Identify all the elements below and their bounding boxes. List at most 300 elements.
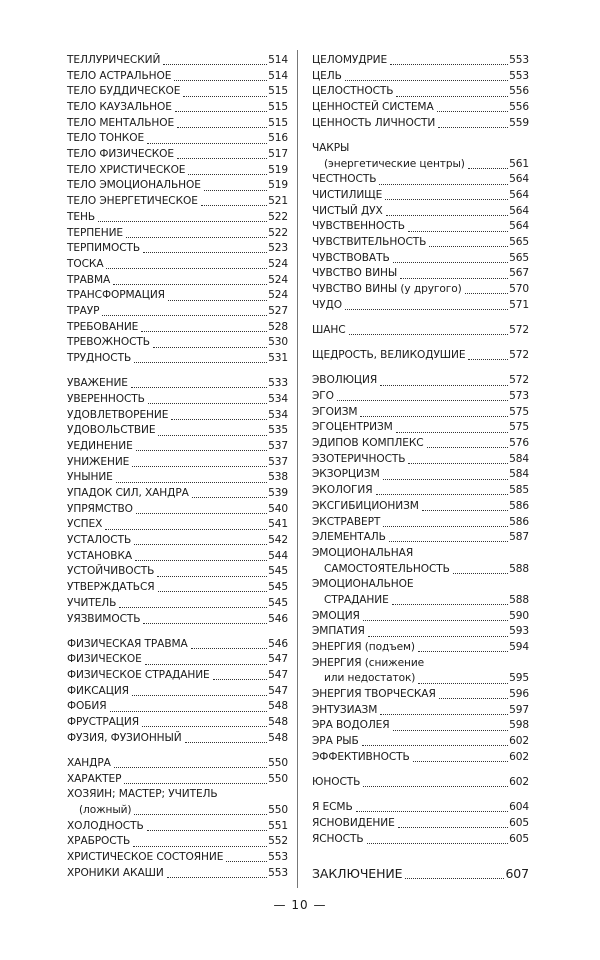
- toc-entry-term: ФУЗИЯ, ФУЗИОННЫЙ: [67, 731, 182, 744]
- leader-dots: [191, 647, 267, 649]
- toc-entry-continuation: [312, 593, 529, 609]
- toc-entry-page: 544: [268, 549, 288, 562]
- leader-dots: [363, 619, 508, 621]
- toc-entry-term: ЧИСТИЛИЩЕ: [312, 188, 383, 201]
- toc-entry-page: 531: [268, 352, 288, 365]
- leader-dots: [398, 826, 508, 828]
- toc-entry-term: ЭКОЛОГИЯ: [312, 484, 373, 497]
- group-spacer: [67, 367, 288, 377]
- toc-letter-group: [312, 865, 529, 883]
- toc-entry: [67, 700, 288, 716]
- toc-entry-page: 514: [268, 69, 288, 82]
- toc-entry-term: УДОВОЛЬСТВИЕ: [67, 424, 156, 437]
- toc-entry-page: 588: [509, 593, 529, 606]
- leader-dots: [345, 308, 508, 310]
- toc-entry: [312, 188, 529, 204]
- toc-entry-term: ЦЕЛОСТНОСТЬ: [312, 85, 394, 98]
- toc-entry-term: ЭМПАТИЯ: [312, 625, 365, 638]
- leader-dots: [226, 860, 267, 862]
- toc-entry: [67, 273, 288, 289]
- toc-entry-term: ХРАБРОСТЬ: [67, 835, 131, 848]
- toc-entry-term: ТРУДНОСТЬ: [67, 352, 132, 365]
- toc-entry: [312, 69, 529, 85]
- toc-entry-title-line: [67, 787, 288, 803]
- leader-dots: [201, 204, 267, 206]
- toc-entry-page: 593: [509, 625, 529, 638]
- leader-dots: [158, 434, 267, 436]
- leader-dots: [135, 559, 267, 561]
- toc-entry: [67, 147, 288, 163]
- leader-dots: [134, 361, 267, 363]
- toc-entry-title-line: [312, 546, 529, 562]
- leader-dots: [171, 418, 267, 420]
- toc-letter-group: [67, 637, 288, 747]
- toc-entry-page: 586: [509, 515, 529, 528]
- toc-entry: [312, 420, 529, 436]
- leader-dots: [98, 220, 267, 222]
- toc-entry-term: ХОЛОДНОСТЬ: [67, 819, 144, 832]
- toc-entry-page: 567: [509, 267, 529, 280]
- toc-entry-page: 585: [509, 484, 529, 497]
- toc-entry-page: 548: [268, 716, 288, 729]
- toc-entry: [312, 530, 529, 546]
- toc-entry-term: ЭВОЛЮЦИЯ: [312, 374, 378, 387]
- toc-entry: [312, 235, 529, 251]
- toc-entry: [67, 53, 288, 69]
- toc-entry: [312, 468, 529, 484]
- toc-entry-page: 556: [509, 85, 529, 98]
- leader-dots: [380, 384, 508, 386]
- leader-dots: [390, 63, 508, 65]
- toc-entry-page: 519: [268, 163, 288, 176]
- toc-entry: [312, 348, 529, 364]
- toc-entry-term: ЭКЗОРЦИЗМ: [312, 468, 380, 481]
- toc-entry-page: 565: [509, 251, 529, 264]
- toc-letter-group: [312, 141, 529, 314]
- leader-dots: [158, 590, 268, 592]
- toc-entry-page: 539: [268, 487, 288, 500]
- leader-dots: [439, 697, 508, 699]
- toc-letter-group: [312, 53, 529, 131]
- leader-dots: [192, 496, 267, 498]
- toc-letter-group: [312, 323, 529, 339]
- toc-entry-page: 594: [509, 641, 529, 654]
- leader-dots: [143, 251, 267, 253]
- toc-entry-page: 535: [268, 424, 288, 437]
- toc-entry-title-line: [312, 141, 529, 157]
- leader-dots: [383, 525, 508, 527]
- leader-dots: [102, 314, 267, 316]
- group-spacer: [67, 627, 288, 637]
- toc-entry-term: ШАНС: [312, 323, 346, 336]
- toc-entry-page: 523: [268, 242, 288, 255]
- toc-entry-term: УСТОЙЧИВОСТЬ: [67, 565, 155, 578]
- toc-entry-page: 556: [509, 101, 529, 114]
- toc-entry-page: 602: [509, 735, 529, 748]
- toc-entry: [312, 323, 529, 339]
- toc-entry-page: 537: [268, 455, 288, 468]
- toc-entry-page: 553: [509, 53, 529, 66]
- group-spacer: [312, 364, 529, 374]
- toc-entry-page: 542: [268, 534, 288, 547]
- toc-entry-continuation: [312, 671, 529, 687]
- toc-entry-term: УПРЯМСТВО: [67, 502, 133, 515]
- toc-entry-term-cont: САМОСТОЯТЕЛЬНОСТЬ: [324, 562, 450, 575]
- toc-entry-page: 598: [509, 719, 529, 732]
- toc-entry-page: 547: [268, 669, 288, 682]
- toc-entry: [312, 53, 529, 69]
- toc-entry-page: 564: [509, 204, 529, 217]
- leader-dots: [422, 509, 508, 511]
- toc-entry-page: 522: [268, 226, 288, 239]
- toc-entry-page: 584: [509, 452, 529, 465]
- leader-dots: [132, 465, 267, 467]
- toc-entry-page: 550: [268, 804, 288, 817]
- group-spacer: [312, 339, 529, 349]
- leader-dots: [368, 635, 508, 637]
- toc-entry: [67, 652, 288, 668]
- leader-dots: [363, 785, 508, 787]
- leader-dots: [168, 299, 267, 301]
- toc-entry-page: 559: [509, 116, 529, 129]
- toc-entry: [312, 687, 529, 703]
- toc-entry-term: ЮНОСТЬ: [312, 776, 361, 789]
- toc-entry: [67, 565, 288, 581]
- toc-entry-term: ЭГОЦЕНТРИЗМ: [312, 421, 393, 434]
- leader-dots: [141, 330, 267, 332]
- toc-entry-term-cont: СТРАДАНИЕ: [324, 593, 389, 606]
- toc-entry-term: ЭГО: [312, 390, 334, 403]
- leader-dots: [133, 845, 267, 847]
- toc-entry-page: 537: [268, 439, 288, 452]
- toc-entry: [67, 533, 288, 549]
- toc-entry: [67, 637, 288, 653]
- toc-entry-page: 565: [509, 236, 529, 249]
- leader-dots: [383, 478, 508, 480]
- toc-entry-term: ЭГОИЗМ: [312, 405, 358, 418]
- toc-entry: [67, 304, 288, 320]
- toc-entry: [67, 351, 288, 367]
- toc-entry: [312, 775, 529, 791]
- leader-dots: [131, 386, 267, 388]
- toc-entry-page: 517: [268, 148, 288, 161]
- toc-entry-term: УЕДИНЕНИЕ: [67, 439, 133, 452]
- toc-entry-term: ЧАКРЫ: [312, 141, 350, 154]
- leader-dots: [400, 277, 508, 279]
- toc-entry: [67, 241, 288, 257]
- toc-entry-page: 551: [268, 819, 288, 832]
- toc-entry-term: ЧУВСТВО ВИНЫ (у другого): [312, 283, 462, 296]
- toc-entry: [67, 257, 288, 273]
- toc-entry: [312, 515, 529, 531]
- toc-entry: [312, 734, 529, 750]
- toc-entry-page: 587: [509, 531, 529, 544]
- toc-entry-term: ЗАКЛЮЧЕНИЕ: [312, 866, 403, 882]
- toc-entry-page: 545: [268, 596, 288, 609]
- toc-entry-term: ЭМОЦИЯ: [312, 609, 360, 622]
- toc-entry-page: 564: [509, 188, 529, 201]
- toc-entry: [312, 266, 529, 282]
- toc-entry: [67, 408, 288, 424]
- toc-entry-title-line: [312, 656, 529, 672]
- toc-entry-page: 572: [509, 349, 529, 362]
- toc-letter-group: [312, 775, 529, 791]
- toc-entry-page: 545: [268, 581, 288, 594]
- toc-entry-term: ФИЗИЧЕСКОЕ СТРАДАНИЕ: [67, 669, 210, 682]
- leader-dots: [114, 766, 267, 768]
- toc-entry-page: 564: [509, 173, 529, 186]
- toc-entry-page: 586: [509, 499, 529, 512]
- toc-entry-title-line: [312, 577, 529, 593]
- toc-entry-term: ХОЗЯИН; МАСТЕР; УЧИТЕЛЬ: [67, 788, 218, 801]
- toc-entry-term: ЭНТУЗИАЗМ: [312, 703, 378, 716]
- toc-entry-page: 522: [268, 210, 288, 223]
- leader-dots: [465, 292, 508, 294]
- toc-entry-term-cont: (ложный): [79, 804, 132, 817]
- toc-entry-term: УСТАЛОСТЬ: [67, 534, 132, 547]
- toc-entry-continuation: [312, 562, 529, 578]
- toc-entry-term: ЦЕННОСТЬ ЛИЧНОСТИ: [312, 116, 436, 129]
- leader-dots: [418, 650, 508, 652]
- toc-entry-term: ЭРА ВОДОЛЕЯ: [312, 719, 390, 732]
- leader-dots: [134, 813, 267, 815]
- leader-dots: [126, 236, 267, 238]
- leader-dots: [468, 167, 508, 169]
- toc-entry: [67, 502, 288, 518]
- toc-entry: [312, 865, 529, 883]
- leader-dots: [376, 493, 509, 495]
- toc-entry-term: ТРЕБОВАНИЕ: [67, 320, 139, 333]
- toc-entry-term: ЭКСГИБИЦИОНИЗМ: [312, 499, 419, 512]
- toc-column-left: [67, 53, 288, 882]
- toc-entry-page: 550: [268, 772, 288, 785]
- toc-entry-term: ЩЕДРОСТЬ, ВЕЛИКОДУШИЕ: [312, 349, 466, 362]
- leader-dots: [405, 877, 504, 879]
- toc-entry-page: 570: [509, 283, 529, 296]
- toc-entry: [312, 640, 529, 656]
- leader-dots: [132, 694, 267, 696]
- leader-dots: [360, 415, 508, 417]
- toc-entry-term: ЯСНОСТЬ: [312, 832, 364, 845]
- group-spacer: [312, 847, 529, 865]
- leader-dots: [177, 126, 267, 128]
- toc-entry-term: ЧУВСТВИТЕЛЬНОСТЬ: [312, 236, 427, 249]
- toc-entry-term: ЭНЕРГИЯ (снижение: [312, 656, 425, 669]
- toc-column-right: [312, 53, 529, 883]
- leader-dots: [167, 876, 267, 878]
- toc-entry-term-cont: (энергетические центры): [324, 157, 465, 170]
- leader-dots: [380, 713, 508, 715]
- toc-entry-page: 572: [509, 323, 529, 336]
- toc-entry-page: 595: [509, 672, 529, 685]
- toc-entry-page: 533: [268, 377, 288, 390]
- leader-dots: [396, 95, 508, 97]
- leader-dots: [389, 540, 508, 542]
- toc-entry-term: ТРЕВОЖНОСТЬ: [67, 336, 150, 349]
- toc-entry: [67, 194, 288, 210]
- toc-entry-page: 571: [509, 298, 529, 311]
- leader-dots: [157, 575, 267, 577]
- leader-dots: [136, 512, 267, 514]
- toc-entry: [312, 389, 529, 405]
- toc-entry-term: ЦЕЛОМУДРИЕ: [312, 53, 388, 66]
- leader-dots: [396, 431, 508, 433]
- toc-entry-page: 546: [268, 612, 288, 625]
- toc-entry-page: 538: [268, 471, 288, 484]
- toc-entry-term: ТРАНСФОРМАЦИЯ: [67, 289, 165, 302]
- toc-entry-page: 553: [509, 69, 529, 82]
- toc-entry-term: ЭРА РЫБ: [312, 735, 359, 748]
- leader-dots: [147, 829, 267, 831]
- toc-entry-term: УСПЕХ: [67, 518, 103, 531]
- toc-entry-page: 547: [268, 653, 288, 666]
- toc-entry-page: 515: [268, 101, 288, 114]
- toc-entry-term: ТЕЛО ФИЗИЧЕСКОЕ: [67, 148, 175, 161]
- toc-letter-group: [312, 348, 529, 364]
- leader-dots: [418, 682, 508, 684]
- toc-entry: [67, 335, 288, 351]
- toc-entry-term: ТЕЛО ЭМОЦИОНАЛЬНОЕ: [67, 179, 201, 192]
- leader-dots: [437, 110, 508, 112]
- toc-entry-page: 572: [509, 374, 529, 387]
- group-spacer: [312, 314, 529, 324]
- toc-entry-page: 545: [268, 565, 288, 578]
- toc-entry: [312, 436, 529, 452]
- toc-entry: [312, 282, 529, 298]
- toc-entry-term: УНИЖЕНИЕ: [67, 455, 130, 468]
- leader-dots: [468, 358, 508, 360]
- toc-entry-term: ТЕЛО ЭНЕРГЕТИЧЕСКОЕ: [67, 195, 198, 208]
- leader-dots: [136, 449, 267, 451]
- toc-entry-term: ХАНДРА: [67, 757, 111, 770]
- toc-entry-term: ЧЕСТНОСТЬ: [312, 173, 377, 186]
- toc-entry: [312, 298, 529, 314]
- leader-dots: [429, 245, 508, 247]
- toc-entry: [67, 84, 288, 100]
- toc-entry-page: 553: [268, 866, 288, 879]
- toc-entry-page: 575: [509, 421, 529, 434]
- toc-entry-page: 534: [268, 408, 288, 421]
- toc-entry-page: 521: [268, 195, 288, 208]
- toc-entry-term: ТЕНЬ: [67, 210, 95, 223]
- toc-entry: [67, 772, 288, 788]
- toc-entry: [312, 373, 529, 389]
- leader-dots: [148, 402, 267, 404]
- toc-entry: [67, 69, 288, 85]
- toc-entry: [67, 179, 288, 195]
- leader-dots: [153, 346, 267, 348]
- leader-dots: [143, 622, 267, 624]
- toc-entry: [312, 116, 529, 132]
- leader-dots: [188, 173, 267, 175]
- toc-entry-page: 597: [509, 703, 529, 716]
- leader-dots: [345, 79, 508, 81]
- toc-entry: [312, 483, 529, 499]
- leader-dots: [393, 729, 509, 731]
- leader-dots: [145, 663, 267, 665]
- group-spacer: [67, 747, 288, 757]
- toc-entry-term: УЯЗВИМОСТЬ: [67, 612, 141, 625]
- toc-entry: [312, 499, 529, 515]
- toc-entry-term: ЭЛЕМЕНТАЛЬ: [312, 531, 386, 544]
- toc-entry-term: УВЕРЕННОСТЬ: [67, 392, 145, 405]
- toc-entry-page: 515: [268, 85, 288, 98]
- toc-entry: [312, 832, 529, 848]
- toc-entry-term: ХАРАКТЕР: [67, 772, 122, 785]
- toc-letter-group: [67, 756, 288, 882]
- toc-entry-page: 607: [505, 866, 529, 882]
- toc-entry-term: УВАЖЕНИЕ: [67, 377, 128, 390]
- toc-entry: [312, 204, 529, 220]
- toc-entry: [312, 609, 529, 625]
- toc-entry-term: УНЫНИЕ: [67, 471, 113, 484]
- toc-entry: [67, 819, 288, 835]
- toc-entry-page: 524: [268, 273, 288, 286]
- toc-entry: [67, 684, 288, 700]
- toc-entry: [67, 288, 288, 304]
- toc-entry: [67, 549, 288, 565]
- toc-entry-term: ТЕРПИМОСТЬ: [67, 242, 141, 255]
- leader-dots: [367, 842, 509, 844]
- toc-entry: [67, 486, 288, 502]
- toc-entry-term: ЯСНОВИДЕНИЕ: [312, 816, 395, 829]
- toc-entry-term: ЭФФЕКТИВНОСТЬ: [312, 750, 410, 763]
- toc-entry-term: ТЕЛЛУРИЧЕСКИЙ: [67, 53, 161, 66]
- leader-dots: [427, 446, 508, 448]
- toc-entry-term: ЭНЕРГИЯ (подъем): [312, 641, 415, 654]
- leader-dots: [379, 183, 508, 185]
- toc-entry: [312, 100, 529, 116]
- toc-entry-term: ТЕЛО ТОНКОЕ: [67, 132, 145, 145]
- leader-dots: [185, 741, 267, 743]
- toc-entry: [67, 376, 288, 392]
- toc-entry-term: ЧИСТЫЙ ДУХ: [312, 204, 383, 217]
- toc-entry-page: 548: [268, 700, 288, 713]
- toc-entry-term: ЭДИПОВ КОМПЛЕКС: [312, 437, 424, 450]
- leader-dots: [385, 198, 508, 200]
- toc-entry-term: ТОСКА: [67, 257, 104, 270]
- toc-entry-page: 546: [268, 637, 288, 650]
- toc-entry-term: ЧУВСТВОВАТЬ: [312, 251, 390, 264]
- toc-entry-term: ТЕЛО КАУЗАЛЬНОЕ: [67, 101, 172, 114]
- toc-entry-term: ЭЗОТЕРИЧНОСТЬ: [312, 452, 406, 465]
- toc-entry-page: 553: [268, 851, 288, 864]
- toc-entry-term: ХРИСТИЧЕСКОЕ СОСТОЯНИЕ: [67, 851, 224, 864]
- toc-letter-group: [67, 376, 288, 627]
- toc-entry-term: ЦЕННОСТЕЙ СИСТЕМА: [312, 101, 434, 114]
- toc-entry: [312, 816, 529, 832]
- toc-entry: [67, 100, 288, 116]
- toc-entry: [312, 452, 529, 468]
- toc-entry-term: ЭМОЦИОНАЛЬНАЯ: [312, 546, 414, 559]
- group-spacer: [312, 791, 529, 801]
- toc-letter-group: [312, 800, 529, 847]
- leader-dots: [356, 810, 508, 812]
- toc-entry: [67, 517, 288, 533]
- leader-dots: [163, 63, 267, 65]
- toc-entry-page: 575: [509, 405, 529, 418]
- toc-entry-term: ФОБИЯ: [67, 700, 107, 713]
- toc-entry-term: ТЕЛО ХРИСТИЧЕСКОЕ: [67, 163, 186, 176]
- toc-entry-page: 561: [509, 157, 529, 170]
- toc-entry-page: 588: [509, 562, 529, 575]
- toc-entry: [67, 163, 288, 179]
- toc-entry-page: 514: [268, 53, 288, 66]
- toc-entry-page: 602: [509, 776, 529, 789]
- toc-entry: [67, 731, 288, 747]
- toc-entry-term: ФИЗИЧЕСКОЕ: [67, 653, 142, 666]
- leader-dots: [124, 782, 267, 784]
